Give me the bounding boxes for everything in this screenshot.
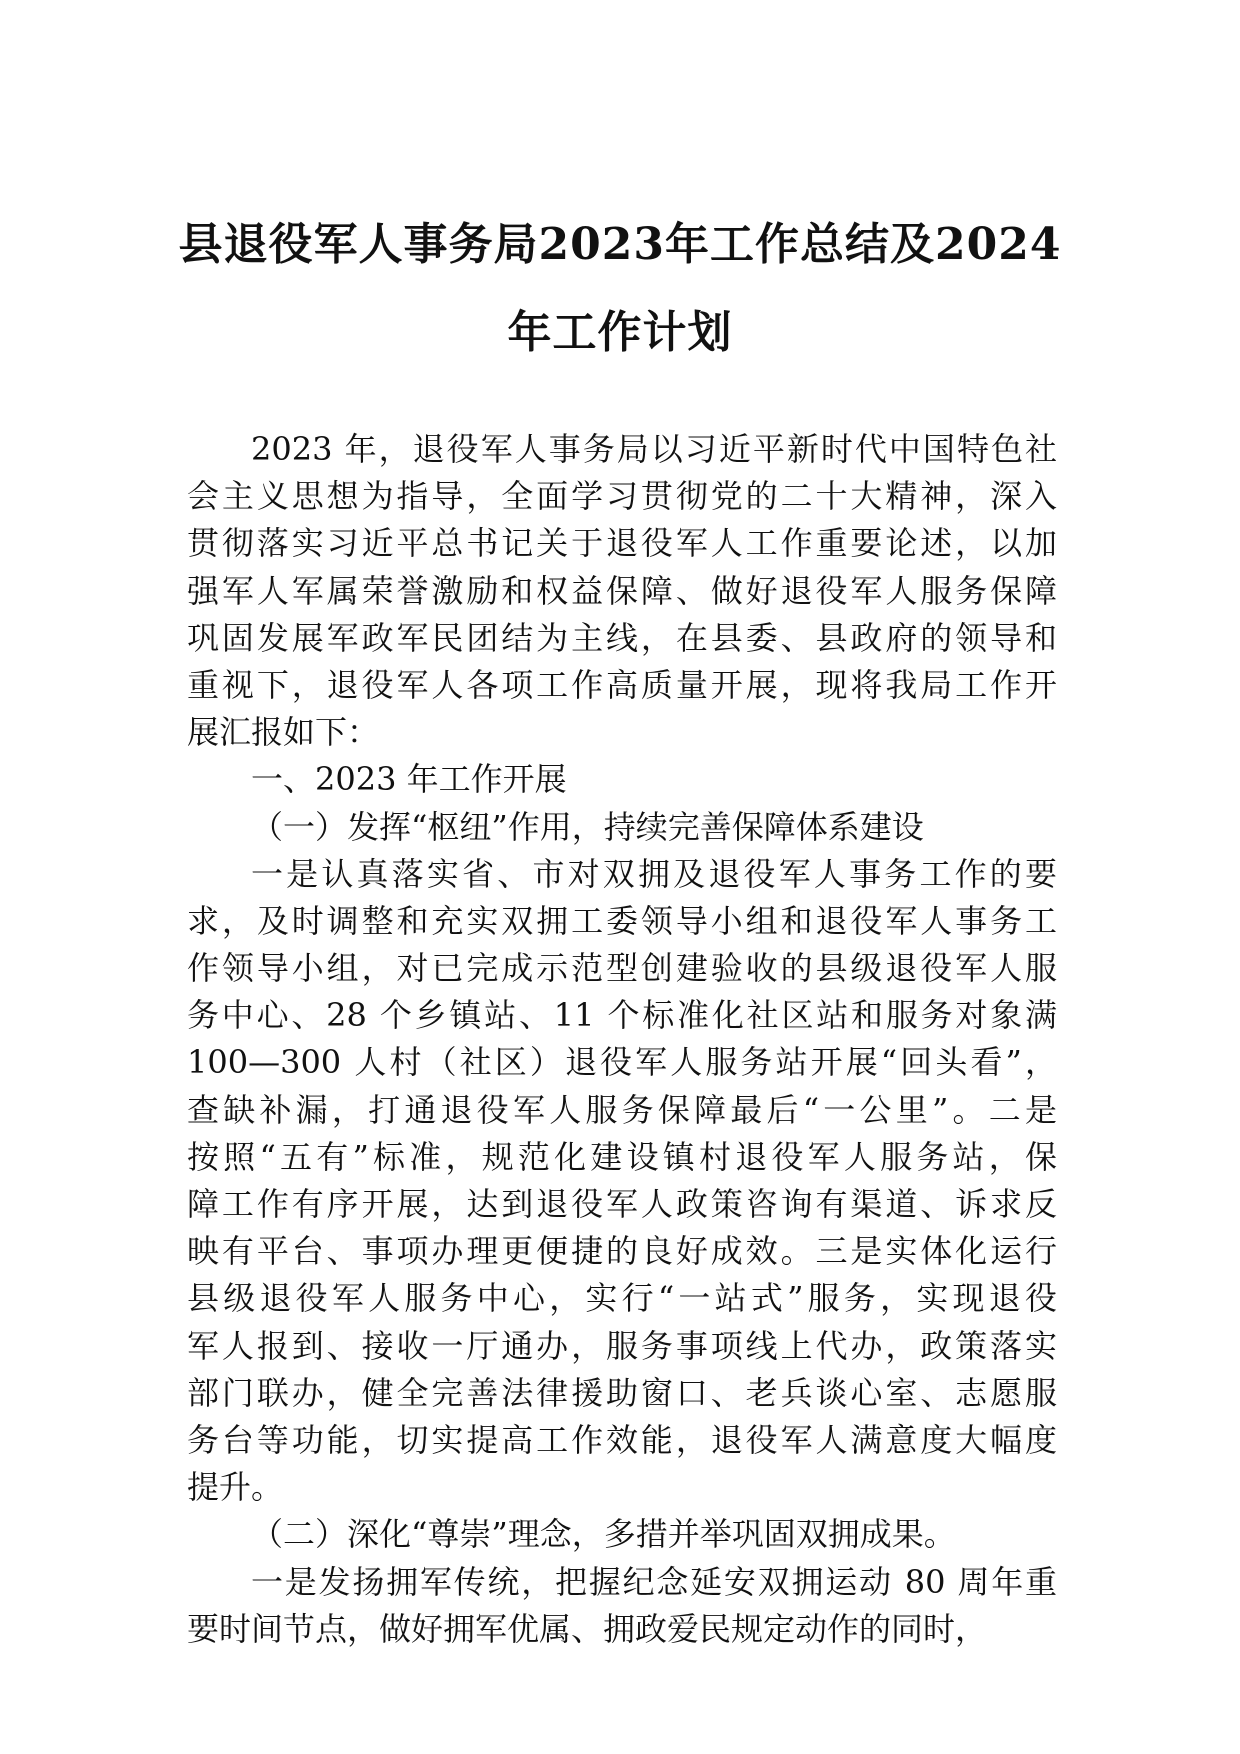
text-line: 贯彻落实习近平总书记关于退役军人工作重要论述，以加 <box>187 524 1057 563</box>
text-line: （二）深化“尊崇”理念，多措并举巩固双拥成果。 <box>251 1515 956 1554</box>
text-line: 会主义思想为指导，全面学习贯彻党的二十大精神，深入 <box>187 477 1057 516</box>
text-line: 查缺补漏，打通退役军人服务保障最后“一公里”。二是 <box>187 1090 1057 1129</box>
document-title-line-1: 县退役军人事务局2023年工作总结及2024 <box>178 219 1062 270</box>
paragraph <box>187 1559 1057 1653</box>
text-line: 部门联办，健全完善法律援助窗口、老兵谈心室、志愿服 <box>187 1373 1057 1412</box>
section-heading <box>187 756 1057 803</box>
text-line: 求，及时调整和充实双拥工委领导小组和退役军人事务工 <box>187 901 1057 940</box>
text-line: （一）发挥“枢纽”作用，持续完善保障体系建设 <box>251 807 924 846</box>
paragraph <box>187 426 1057 756</box>
text-line: 展汇报如下： <box>187 713 380 752</box>
document-title-line-2: 年工作计划 <box>507 307 733 358</box>
paragraph <box>187 851 1057 1512</box>
text-line: 提升。 <box>187 1468 284 1507</box>
text-line: 100—300 人村（社区）退役军人服务站开展“回头看”， <box>187 1043 1057 1082</box>
text-line: 一是发扬拥军传统，把握纪念延安双拥运动 80 周年重 <box>251 1562 1057 1601</box>
section-heading <box>187 1511 1057 1558</box>
text-line: 军人报到、接收一厅通办，服务事项线上代办，政策落实 <box>187 1326 1057 1365</box>
text-line: 巩固发展军政军民团结为主线，在县委、县政府的领导和 <box>187 618 1057 657</box>
text-line: 2023 年，退役军人事务局以习近平新时代中国特色社 <box>251 430 1057 468</box>
text-line: 一、2023 年工作开展 <box>251 760 567 799</box>
text-line: 作领导小组，对已完成示范型创建验收的县级退役军人服 <box>187 949 1057 988</box>
section-heading <box>187 804 1057 851</box>
text-line: 强军人军属荣誉激励和权益保障、做好退役军人服务保障 <box>187 571 1057 610</box>
text-line: 映有平台、事项办理更便捷的良好成效。三是实体化运行 <box>187 1232 1057 1271</box>
text-line: 障工作有序开展，达到退役军人政策咨询有渠道、诉求反 <box>187 1185 1057 1223</box>
text-line: 务台等功能，切实提高工作效能，退役军人满意度大幅度 <box>187 1420 1057 1459</box>
text-line: 县级退役军人服务中心，实行“一站式”服务，实现退役 <box>187 1279 1057 1318</box>
text-line: 务中心、28 个乡镇站、11 个标准化社区站和服务对象满 <box>187 996 1057 1035</box>
text-line: 一是认真落实省、市对双拥及退役军人事务工作的要 <box>251 854 1057 893</box>
text-line: 重视下，退役军人各项工作高质量开展，现将我局工作开 <box>187 665 1057 704</box>
document-body <box>187 426 1057 1653</box>
text-line: 按照“五有”标准，规范化建设镇村退役军人服务站，保 <box>187 1137 1057 1176</box>
text-line: 要时间节点，做好拥军优属、拥政爱民规定动作的同时， <box>187 1609 988 1648</box>
